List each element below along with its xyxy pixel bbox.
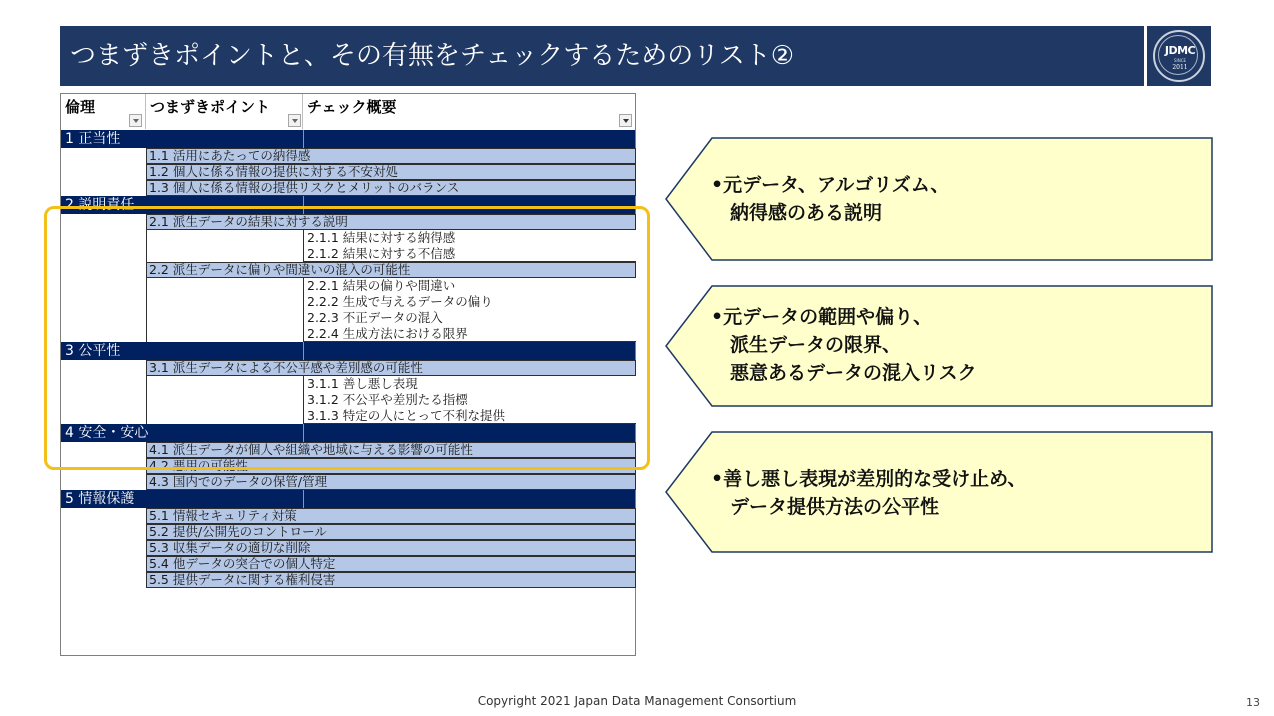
item-label: 5.3 収集データの適切な削除 bbox=[149, 540, 311, 555]
sub-item-label: 2.2.1 結果の偏りや間違い bbox=[307, 278, 456, 293]
title-bar bbox=[60, 26, 1144, 86]
callout-line: •善し悪し表現が差別的な受け止め、 bbox=[711, 468, 1027, 490]
item-label: 5.1 情報セキュリティ対策 bbox=[149, 508, 297, 523]
header-check-summary bbox=[303, 94, 635, 129]
callout-line: データ提供方法の公平性 bbox=[711, 496, 940, 518]
item-row bbox=[146, 180, 636, 196]
section-divider bbox=[303, 490, 304, 508]
filter-dropdown-icon[interactable] bbox=[288, 114, 301, 127]
header-stumbling-point-label: つまずきポイント bbox=[150, 98, 271, 116]
sub-item-label: 3.1.1 善し悪し表現 bbox=[307, 376, 418, 391]
callout-text bbox=[711, 465, 1026, 521]
item-row bbox=[146, 556, 636, 572]
callout-line: 悪意あるデータの混入リスク bbox=[711, 362, 977, 384]
sub-item-label: 3.1.3 特定の人にとって不利な提供 bbox=[307, 408, 506, 423]
item-label: 2.2 派生データに偏りや間違いの混入の可能性 bbox=[149, 262, 411, 277]
column-divider bbox=[146, 148, 147, 196]
item-label: 4.1 派生データが個人や組織や地域に与える影響の可能性 bbox=[149, 442, 473, 457]
callout-line: 派生データの限界、 bbox=[711, 334, 902, 356]
sub-item-label: 3.1.2 不公平や差別たる指標 bbox=[307, 392, 468, 407]
logo-ring bbox=[1153, 30, 1205, 82]
section-label: 2 説明責任 bbox=[65, 197, 135, 213]
callout-text bbox=[711, 171, 949, 227]
item-label: 4.2 悪用の可能性 bbox=[149, 458, 248, 473]
sub-item-label: 2.2.3 不正データの混入 bbox=[307, 310, 443, 325]
item-row bbox=[146, 540, 636, 556]
callout-data-bias bbox=[665, 285, 1213, 407]
item-row bbox=[146, 508, 636, 524]
item-label: 2.1 派生データの結果に対する説明 bbox=[149, 214, 348, 229]
item-label: 5.4 他データの突合での個人特定 bbox=[149, 556, 336, 571]
column-divider bbox=[146, 508, 147, 588]
highlight-frame bbox=[44, 206, 650, 470]
item-row bbox=[146, 164, 636, 180]
section-label: 1 正当性 bbox=[65, 131, 121, 147]
callout-line: 納得感のある説明 bbox=[711, 202, 883, 224]
logo-text: JDMC bbox=[1164, 44, 1196, 57]
sub-item-label: 2.1.2 結果に対する不信感 bbox=[307, 246, 456, 261]
copyright: Copyright 2021 Japan Data Management Consortium bbox=[477, 694, 797, 708]
logo-year: 2011 bbox=[1172, 64, 1188, 71]
callout-text bbox=[711, 303, 977, 387]
section-label: 5 情報保護 bbox=[65, 491, 135, 507]
item-row bbox=[146, 148, 636, 164]
header-rinri-label: 倫理 bbox=[65, 98, 96, 116]
item-label: 1.2 個人に係る情報の提供に対する不安対処 bbox=[149, 164, 398, 179]
section-row bbox=[61, 130, 635, 148]
item-label: 1.1 活用にあたっての納得感 bbox=[149, 148, 311, 163]
header-stumbling-point bbox=[146, 94, 303, 129]
section-label: 4 安全・安心 bbox=[65, 425, 149, 441]
item-label: 4.3 国内でのデータの保管/管理 bbox=[149, 474, 328, 489]
section-row bbox=[61, 490, 635, 508]
section-label: 3 公平性 bbox=[65, 343, 121, 359]
callout-accountability bbox=[665, 137, 1213, 261]
header-rinri bbox=[61, 94, 146, 129]
sub-item-label: 2.2.4 生成方法における限界 bbox=[307, 326, 468, 341]
page-number: 13 bbox=[1246, 696, 1260, 709]
item-label: 3.1 派生データによる不公平感や差別感の可能性 bbox=[149, 360, 423, 375]
item-label: 1.3 個人に係る情報の提供リスクとメリットのバランス bbox=[149, 180, 460, 195]
header-check-summary-label: チェック概要 bbox=[307, 98, 397, 116]
section-divider bbox=[303, 130, 304, 148]
callout-fairness bbox=[665, 431, 1213, 553]
sub-item-label: 2.2.2 生成で与えるデータの偏り bbox=[307, 294, 493, 309]
item-label: 5.2 提供/公開先のコントロール bbox=[149, 524, 327, 539]
logo-inner-ring bbox=[1158, 35, 1198, 75]
filter-funnel-icon[interactable] bbox=[619, 114, 632, 127]
logo-since: SINCE bbox=[1173, 58, 1187, 63]
callout-line: •元データ、アルゴリズム、 bbox=[711, 174, 950, 196]
jdmc-logo bbox=[1147, 26, 1211, 86]
item-row bbox=[146, 524, 636, 540]
sub-item-label: 2.1.1 結果に対する納得感 bbox=[307, 230, 456, 245]
item-row bbox=[146, 474, 636, 490]
filter-dropdown-icon[interactable] bbox=[129, 114, 142, 127]
callout-line: •元データの範囲や偏り、 bbox=[711, 306, 933, 328]
page-title: つまずきポイントと、その有無をチェックするためのリスト② bbox=[70, 41, 795, 71]
item-row bbox=[146, 572, 636, 588]
item-label: 5.5 提供データに関する権利侵害 bbox=[149, 572, 336, 587]
